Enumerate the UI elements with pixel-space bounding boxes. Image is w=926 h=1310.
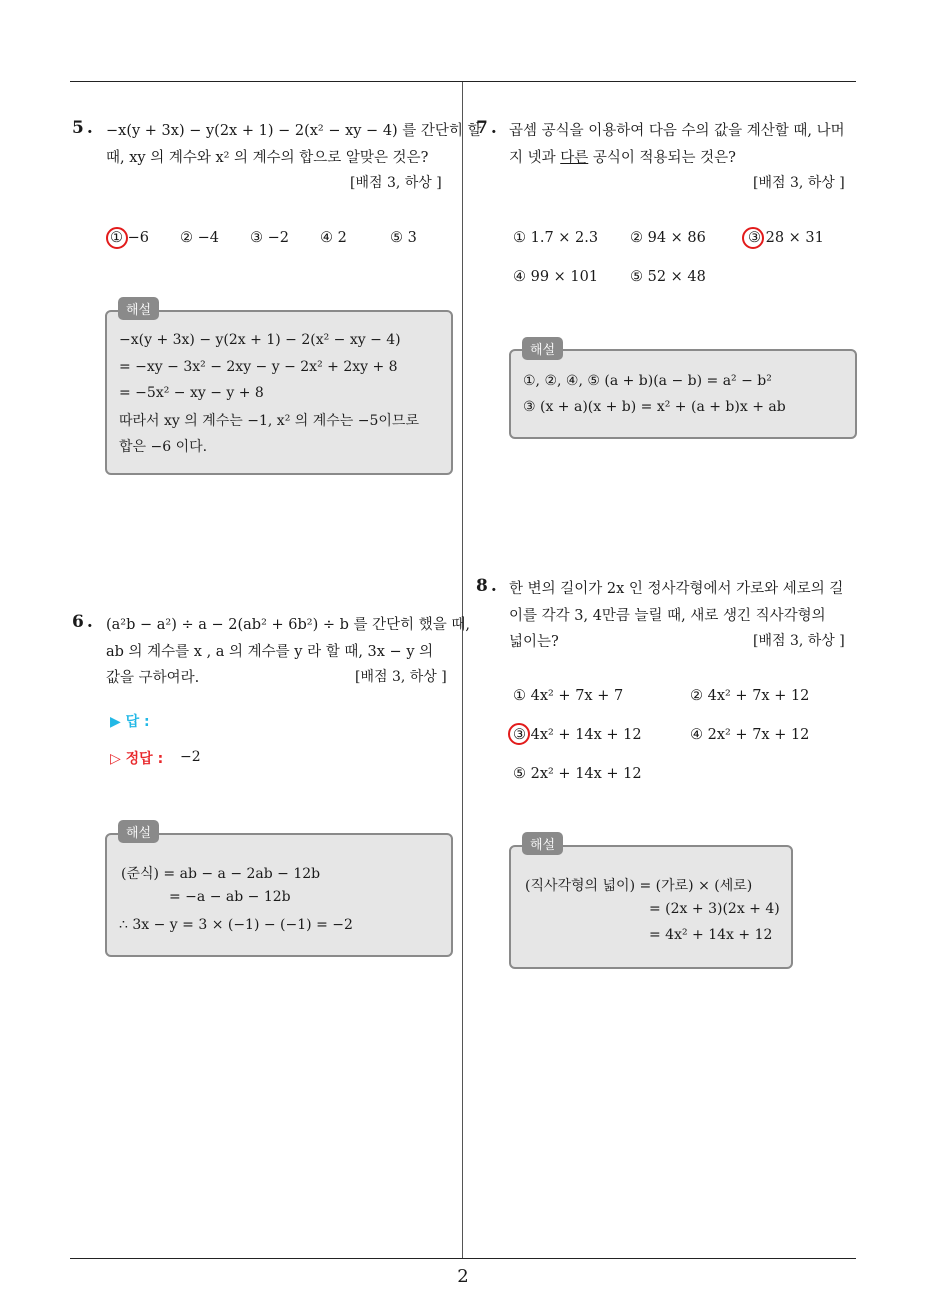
option-1[interactable]: ① 4x² + 7x + 7 bbox=[513, 688, 624, 704]
solution-line: = −xy − 3x² − 2xy − y − 2x² + 2xy + 8 bbox=[119, 359, 398, 375]
option-2[interactable]: ② −4 bbox=[180, 230, 219, 246]
solution-line: −x(y + 3x) − y(2x + 1) − 2(x² − xy − 4) bbox=[119, 332, 401, 348]
question-text-line: 이를 각각 3, 4만큼 늘릴 때, 새로 생긴 직사각형의 bbox=[509, 608, 826, 624]
solution-line: ③ (x + a)(x + b) = x² + (a + b)x + ab bbox=[523, 399, 786, 415]
solution-line: = −a − ab − 12b bbox=[169, 889, 291, 905]
solution-tag: 해설 bbox=[522, 337, 563, 360]
answer-label: ▶ 답 : bbox=[110, 714, 150, 730]
correct-answer-value: −2 bbox=[180, 749, 201, 765]
solution-line: 합은 −6 이다. bbox=[119, 439, 208, 455]
solution-box bbox=[105, 833, 453, 957]
question-text-line bbox=[509, 146, 736, 167]
solution-line: = −5x² − xy − y + 8 bbox=[119, 385, 264, 401]
option-5[interactable]: ⑤ 52 × 48 bbox=[630, 269, 706, 285]
option-1[interactable]: ① 1.7 × 2.3 bbox=[513, 230, 599, 246]
solution-tag: 해설 bbox=[522, 832, 563, 855]
question-number: 6. bbox=[72, 612, 96, 632]
solution-line: (준식) = ab − a − 2ab − 12b bbox=[121, 866, 321, 882]
answer-mark-circle bbox=[106, 227, 128, 249]
question-text-line: 넓이는? bbox=[509, 634, 559, 650]
score-meta: [배점 3, 하상 ] bbox=[753, 175, 845, 191]
emphasis-text: 다른 bbox=[560, 150, 589, 166]
answer-mark-circle bbox=[742, 227, 764, 249]
option-3[interactable]: ③ −2 bbox=[250, 230, 289, 246]
question-text-line: 값을 구하여라. bbox=[106, 670, 200, 686]
option-4[interactable]: ④ 2 bbox=[320, 230, 347, 246]
solution-box bbox=[509, 349, 857, 439]
option-3[interactable]: ③ 28 × 31 bbox=[748, 230, 824, 246]
question-text-line: (a²b − a²) ÷ a − 2(ab² + 6b²) ÷ b 를 간단히 했을 때, bbox=[106, 617, 470, 633]
solution-line: ①, ②, ④, ⑤ (a + b)(a − b) = a² − b² bbox=[523, 373, 772, 389]
solution-line: ∴ 3x − y = 3 × (−1) − (−1) = −2 bbox=[119, 917, 353, 933]
solution-line: 따라서 xy 의 계수는 −1, x² 의 계수는 −5이므로 bbox=[119, 413, 419, 429]
solution-tag: 해설 bbox=[118, 820, 159, 843]
solution-line: = (2x + 3)(2x + 4) bbox=[649, 901, 780, 917]
question-text-line: ab 의 계수를 x , a 의 계수를 y 라 할 때, 3x − y 의 bbox=[106, 644, 434, 660]
option-4[interactable]: ④ 2x² + 7x + 12 bbox=[690, 727, 810, 743]
top-rule bbox=[70, 81, 856, 82]
solution-box bbox=[105, 310, 453, 475]
answer-mark-circle bbox=[508, 723, 530, 745]
option-2[interactable]: ② 4x² + 7x + 12 bbox=[690, 688, 810, 704]
option-4[interactable]: ④ 99 × 101 bbox=[513, 269, 599, 285]
question-number: 7. bbox=[476, 118, 500, 138]
option-1[interactable]: ① −6 bbox=[110, 230, 149, 246]
question-text-line: 한 변의 길이가 2x 인 정사각형에서 가로와 세로의 길 bbox=[509, 581, 844, 597]
question-text-segment: 공식이 적용되는 것은? bbox=[588, 150, 736, 166]
question-number: 5. bbox=[72, 118, 96, 138]
page-number: 2 bbox=[457, 1266, 469, 1287]
score-meta: [배점 3, 하상 ] bbox=[753, 633, 845, 649]
solution-line: = 4x² + 14x + 12 bbox=[649, 927, 773, 943]
question-text-line: 때, xy 의 계수와 x² 의 계수의 합으로 알맞은 것은? bbox=[106, 150, 429, 166]
score-meta: [배점 3, 하상 ] bbox=[355, 669, 447, 685]
question-text-segment: 지 넷과 bbox=[509, 150, 561, 166]
correct-answer-label: ▷ 정답 : bbox=[110, 751, 164, 767]
option-5[interactable]: ⑤ 3 bbox=[390, 230, 417, 246]
score-meta: [배점 3, 하상 ] bbox=[350, 175, 442, 191]
solution-box bbox=[509, 845, 793, 969]
option-2[interactable]: ② 94 × 86 bbox=[630, 230, 706, 246]
solution-tag: 해설 bbox=[118, 297, 159, 320]
question-text-line: −x(y + 3x) − y(2x + 1) − 2(x² − xy − 4) 를 간단히 할 bbox=[106, 123, 482, 139]
option-3[interactable]: ③ 4x² + 14x + 12 bbox=[513, 727, 642, 743]
bottom-rule bbox=[70, 1258, 856, 1259]
solution-line: (직사각형의 넓이) = (가로) × (세로) bbox=[525, 878, 753, 894]
column-divider bbox=[462, 82, 463, 1258]
question-text-line: 곱셈 공식을 이용하여 다음 수의 값을 계산할 때, 나머 bbox=[509, 123, 845, 139]
question-number: 8. bbox=[476, 576, 500, 596]
option-5[interactable]: ⑤ 2x² + 14x + 12 bbox=[513, 766, 642, 782]
